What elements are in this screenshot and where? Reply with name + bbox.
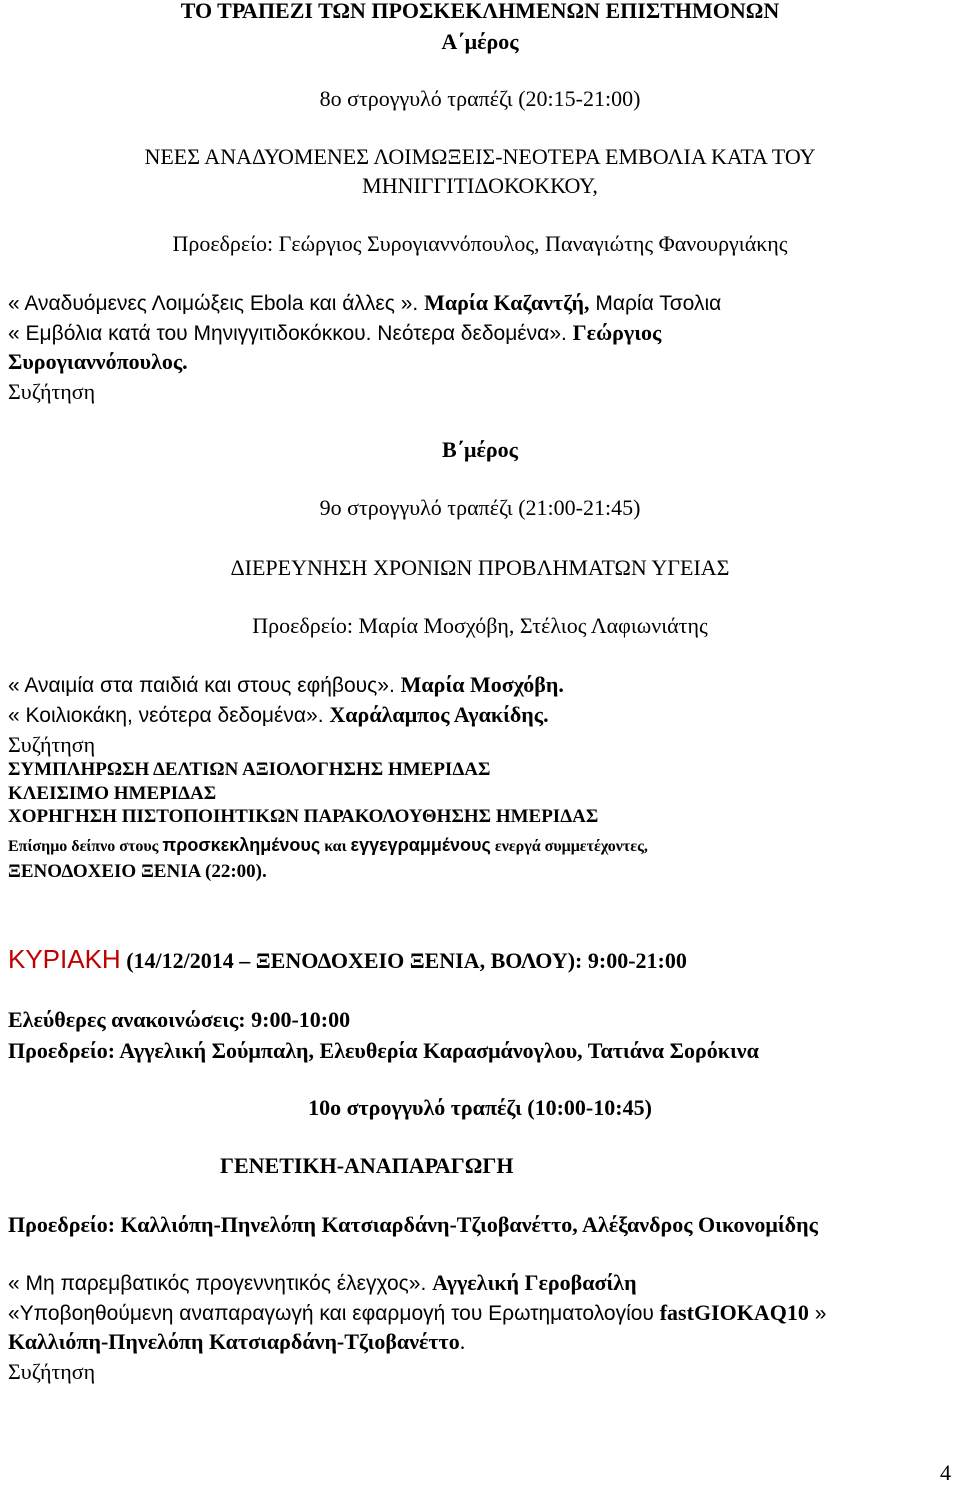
- talk-speaker: Γεώργιος: [572, 320, 662, 345]
- round-table-8-title: 8ο στρογγυλό τραπέζι (20:15-21:00): [319, 86, 641, 111]
- part-b-label: Β΄μέρος: [442, 437, 518, 462]
- day-details: (14/12/2014 – ΞΕΝΟΔΟΧΕΙΟ ΞΕΝΙΑ, ΒΟΛΟΥ): 9:00-21:00: [120, 948, 687, 973]
- talk-anemia: [8, 674, 564, 696]
- dinner-text: Επίσημο δείπνο στους: [8, 838, 163, 855]
- talk-title: « Εμβόλια κατά του Μηνιγγιτιδοκόκκου. Νεότερα δεδομένα».: [8, 322, 573, 345]
- round-table-10-title: 10ο στρογγυλό τραπέζι (10:00-10:45): [308, 1095, 652, 1120]
- talk-meningococcal-vaccines: [8, 322, 661, 344]
- round-table-9-presidium: Προεδρείο: Μαρία Μοσχόβη, Στέλιος Λαφιωνιάτης: [252, 613, 708, 638]
- round-table-8-topic-line2: ΜΗΝΙΓΓΙΤΙΔΟΚΟΚΚΟΥ,: [362, 173, 598, 198]
- free-talks-presidium: Προεδρείο: Αγγελική Σούμπαλη, Ελευθερία Καρασμάνογλου, Τατιάνα Σορόκινα: [8, 1038, 759, 1063]
- discussion-label: Συζήτηση: [8, 732, 96, 757]
- dinner-invited: προσκεκλημένους: [162, 835, 321, 855]
- talk-speaker-line: [8, 1331, 465, 1353]
- closing-session: ΚΛΕΙΣΙΜΟ ΗΜΕΡΙΔΑΣ: [8, 783, 217, 804]
- talk-title: « Κοιλιοκάκη, νεότερα δεδομένα».: [8, 704, 330, 727]
- round-table-9-topic: ΔΙΕΡΕΥΝΗΣΗ ΧΡΟΝΙΩΝ ΠΡΟΒΛΗΜΑΤΩΝ ΥΓΕΙΑΣ: [230, 555, 730, 580]
- day-name: ΚΥΡΙΑΚΗ: [8, 944, 121, 974]
- closing-evaluation: ΣΥΜΠΛΗΡΩΣΗ ΔΕΛΤΙΩΝ ΑΞΙΟΛΟΓΗΣΗΣ ΗΜΕΡΙΔΑΣ: [8, 759, 491, 780]
- talk-title: « Αναιμία στα παιδιά και στους εφήβους».: [8, 674, 401, 697]
- talk-title: «Υποβοηθούμενη αναπαραγωγή και εφαρμογή του Ερωτηματολογίου: [8, 1302, 660, 1325]
- round-table-9-title: 9ο στρογγυλό τραπέζι (21:00-21:45): [319, 495, 641, 520]
- dinner-text: και: [320, 838, 351, 855]
- talk-title: « Μη παρεμβατικός προγεννητικός έλεγχος».: [8, 1272, 433, 1295]
- questionnaire-name: fastGIOKAQ10: [659, 1300, 809, 1325]
- round-table-10-presidium: Προεδρείο: Καλλιόπη-Πηνελόπη Κατσιαρδάνη-Τζιοβανέττο, Αλέξανδρος Οικονομίδης: [8, 1212, 818, 1237]
- talk-title: « Αναδυόμενες Λοιμώξεις Ebola και άλλες ».: [8, 292, 425, 315]
- dinner-registered: εγγεγραμμένους: [350, 835, 491, 855]
- closing-certificates: ΧΟΡΗΓΗΣΗ ΠΙΣΤΟΠΟΙΗΤΙΚΩΝ ΠΑΡΑΚΟΛΟΥΘΗΣΗΣ ΗΜΕΡΙΔΑΣ: [8, 806, 599, 827]
- free-talks: Ελεύθερες ανακοινώσεις: 9:00-10:00: [8, 1007, 351, 1032]
- talk-speaker-2: Μαρία Τσολια: [589, 292, 722, 315]
- talk-speaker: Μαρία Μοσχόβη.: [400, 672, 564, 697]
- talk-celiac: [8, 704, 549, 726]
- round-table-8-topic-line1: ΝΕΕΣ ΑΝΑΔΥΟΜΕΝΕΣ ΛΟΙΜΩΞΕΙΣ-ΝΕΟΤΕΡΑ ΕΜΒΟΛΙΑ ΚΑΤΑ ΤΟΥ: [144, 144, 816, 169]
- talk-speaker: Χαράλαμπος Αγακίδης.: [329, 702, 549, 727]
- section-heading: ΤΟ ΤΡΑΠΕΖΙ ΤΩΝ ΠΡΟΣΚΕΚΛΗΜΕΝΩΝ ΕΠΙΣΤΗΜΟΝΩΝ: [180, 0, 780, 23]
- sunday-header: [8, 946, 687, 972]
- talk-speaker: Αγγελική Γεροβασίλη: [432, 1270, 637, 1295]
- talk-speaker-continued: Συρογιαννόπουλος.: [8, 349, 188, 374]
- round-table-10-topic: ΓΕΝΕΤΙΚΗ-ΑΝΑΠΑΡΑΓΩΓΗ: [220, 1153, 514, 1178]
- speaker-period: .: [459, 1329, 466, 1354]
- talk-assisted-reproduction: [8, 1302, 826, 1324]
- talk-speaker: Καλλιόπη-Πηνελόπη Κατσιαρδάνη-Τζιοβανέττο: [8, 1329, 460, 1354]
- dinner-venue: ΞΕΝΟΔΟΧΕΙΟ ΞΕΝΙΑ (22:00).: [8, 861, 267, 882]
- talk-prenatal: [8, 1272, 637, 1294]
- round-table-8-presidium: Προεδρείο: Γεώργιος Συρογιαννόπουλος, Παναγιώτης Φανουργιάκης: [172, 231, 788, 256]
- talk-ebola: [8, 292, 721, 314]
- page-number: 4: [940, 1460, 951, 1485]
- talk-title-end: »: [808, 1302, 827, 1325]
- part-a-label: Α΄μέρος: [441, 29, 519, 54]
- discussion-label: Συζήτηση: [8, 379, 96, 404]
- dinner-text: ενεργά συμμετέχοντες,: [490, 838, 648, 855]
- discussion-label: Συζήτηση: [8, 1359, 96, 1384]
- talk-speaker: Μαρία Καζαντζή,: [424, 290, 590, 315]
- official-dinner: [8, 836, 648, 855]
